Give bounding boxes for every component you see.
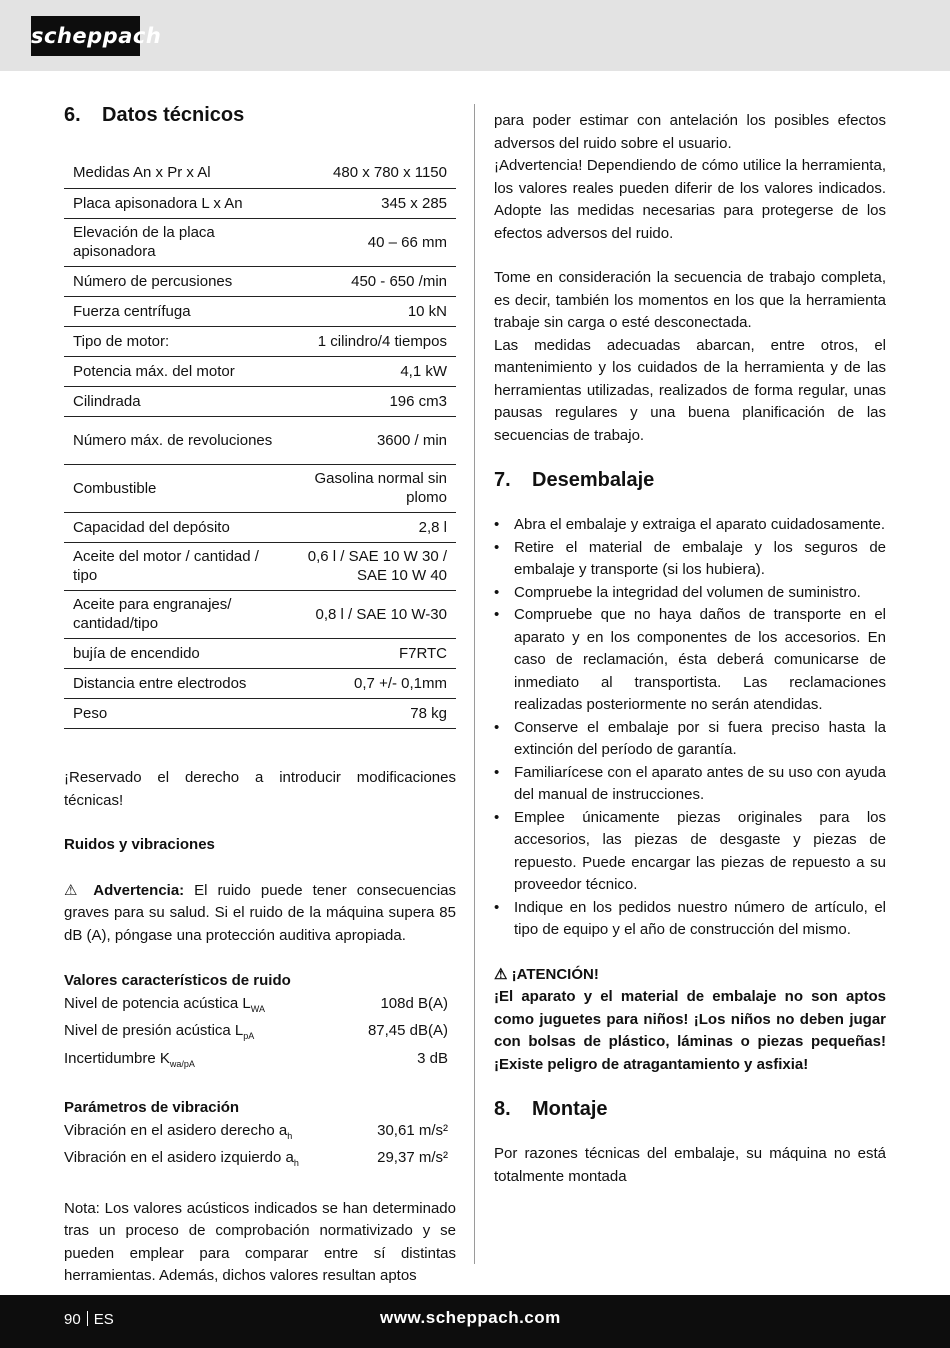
spec-label: Aceite para engranajes/ cantidad/tipo [64, 590, 287, 638]
noise-sub: WA [250, 1003, 265, 1014]
spec-row [64, 638, 456, 668]
section-7-heading [494, 469, 886, 492]
left-column [64, 104, 456, 127]
column-divider [474, 104, 475, 1264]
attention-label: ¡ATENCIÓN! [511, 965, 599, 983]
noise-warning [64, 880, 456, 948]
spec-value: 10 kN [287, 296, 456, 326]
spec-row [64, 188, 456, 218]
right-column [494, 110, 886, 1188]
spec-label: Elevación de la placa apisonadora [64, 218, 287, 266]
spec-row [64, 356, 456, 386]
spec-label: Combustible [64, 464, 287, 512]
warning-label: Advertencia: [93, 881, 185, 899]
list-item: • Compruebe que no haya daños de transporte en el aparato y en los componentes de los accesorios. En caso de reclamación, ésta deberá comunicarse de inmediato al transportista. Las reclamaciones realizadas posteriormente no serán atendidas. [494, 604, 886, 717]
heading-text: Datos técnicos [102, 104, 245, 126]
spec-label: Aceite del motor / cantidad / tipo [64, 542, 287, 590]
spec-value: 40 – 66 mm [287, 218, 456, 266]
spec-value: 196 cm3 [287, 386, 456, 416]
noise-value: 108d B(A) [380, 994, 448, 1012]
list-item: • Emplee únicamente piezas originales para los accesorios, las piezas de desgaste y piezas de repuesto. Puede encargar las piezas de repuesto a su proveedor técnico. [494, 807, 886, 897]
vibration-row [64, 1120, 456, 1148]
spec-value: Gasolina normal sin plomo [287, 464, 456, 512]
noise-row [64, 1020, 456, 1048]
warning-icon: ⚠ [494, 965, 508, 983]
spec-value: 0,7 +/- 0,1mm [287, 668, 456, 698]
noise-values-heading: Valores característicos de ruido [64, 972, 291, 989]
noise-value: 3 dB [417, 1049, 448, 1067]
spec-value: 450 - 650 /min [287, 266, 456, 296]
left-column-text [64, 767, 456, 1288]
spec-label: Distancia entre electrodos [64, 668, 287, 698]
vibration-sub: h [293, 1158, 299, 1168]
spec-row [64, 668, 456, 698]
spec-row [64, 266, 456, 296]
attention-text: ¡El aparato y el material de embalaje no son aptos como juguetes para niños! ¡Los niños no deben jugar con bolsas de plástico, láminas o piezas pequeñas! ¡Existe peligro de atragantamiento y asfixia! [494, 988, 886, 1073]
spec-label: Capacidad del depósito [64, 512, 287, 542]
measures-note: Las medidas adecuadas abarcan, entre otros, el mantenimiento y los cuidados de la herramienta y de las herramientas utilizadas, realizados de forma regular, unas pausas regulares y una buena planificación de las secuencias de trabajo. [494, 336, 886, 444]
spec-row [64, 464, 456, 512]
spec-row [64, 296, 456, 326]
spec-label: Potencia máx. del motor [64, 356, 287, 386]
noise-label: Incertidumbre K [64, 1049, 170, 1067]
noise-values [64, 993, 456, 1076]
spec-value: 78 kg [287, 698, 456, 728]
footer-separator [87, 1311, 88, 1326]
spec-row [64, 158, 456, 188]
noise-row [64, 993, 456, 1021]
footer-bar [0, 1295, 950, 1348]
vibration-values [64, 1120, 456, 1175]
noise-advertencia: ¡Advertencia! Dependiendo de cómo utilice la herramienta, los valores reales pueden diferir de los valores indicados. Adopte las medidas necesarias para protegerse de los efectos adversos del ruido. [494, 157, 886, 242]
warning-icon: ⚠ [64, 881, 84, 899]
spec-label: Tipo de motor: [64, 326, 287, 356]
spec-label: Número de percusiones [64, 266, 287, 296]
attention-heading [494, 964, 886, 987]
list-item: • Familiarícese con el aparato antes de su uso con ayuda del manual de instrucciones. [494, 762, 886, 807]
spec-value: 480 x 780 x 1150 [287, 158, 456, 188]
heading-text: Montaje [532, 1098, 608, 1120]
spec-value: 2,8 l [287, 512, 456, 542]
page-info [64, 1311, 114, 1328]
vibration-label: Vibración en el asidero izquierdo a [64, 1149, 294, 1166]
spec-row [64, 698, 456, 728]
brand-logo: scheppach [31, 16, 140, 56]
heading-number: 7. [494, 469, 511, 491]
noise-sub: pA [243, 1031, 255, 1041]
assembly-note: Por razones técnicas del embalaje, su máquina no está totalmente montada [494, 1145, 886, 1185]
spec-label: Fuerza centrífuga [64, 296, 287, 326]
spec-value: 0,8 l / SAE 10 W-30 [287, 590, 456, 638]
spec-value: 0,6 l / SAE 10 W 30 / SAE 10 W 40 [287, 542, 456, 590]
spec-row [64, 326, 456, 356]
warning-text: El ruido puede tener consecuencias graves para su salud. Si el ruido de la máquina supera 85 dB (A), póngase una protección auditiva apropiada. [64, 881, 456, 944]
heading-number: 8. [494, 1098, 511, 1120]
section-6-heading [64, 104, 456, 127]
spec-value: 345 x 285 [287, 188, 456, 218]
spec-label: Peso [64, 698, 287, 728]
spec-row [64, 512, 456, 542]
spec-label: Cilindrada [64, 386, 287, 416]
noise-row [64, 1048, 456, 1076]
vibration-value: 29,37 m/s² [377, 1149, 448, 1166]
spec-row [64, 416, 456, 464]
spec-label: Medidas An x Pr x Al [64, 158, 287, 188]
list-item: • Abra el embalaje y extraiga el aparato cuidadosamente. [494, 514, 886, 537]
spec-row [64, 386, 456, 416]
spec-value: 3600 / min [287, 416, 456, 464]
vibration-sub: h [287, 1130, 293, 1141]
spec-value: 1 cilindro/4 tiempos [287, 326, 456, 356]
spec-label: Número máx. de revoluciones [64, 416, 287, 464]
reserved-note: ¡Reservado el derecho a introducir modificaciones técnicas! [64, 769, 456, 809]
acoustic-note: Nota: Los valores acústicos indicados se han determinado tras un proceso de comprobación normativizado y se pueden emplear para comparar entre sí distintas herramientas. Además, dichos valores resultan aptos [64, 1199, 456, 1284]
list-item: • Conserve el embalaje por si fuera preciso hasta la extinción del período de garantía. [494, 717, 886, 762]
spec-row [64, 590, 456, 638]
list-item: • Retire el material de embalaje y los seguros de embalaje y transporte (si los hubiera). [494, 537, 886, 582]
vibration-heading: Parámetros de vibración [64, 1099, 240, 1116]
heading-text: Desembalaje [532, 469, 655, 491]
spec-row [64, 218, 456, 266]
vibration-row [64, 1147, 456, 1175]
noise-value: 87,45 dB(A) [367, 1022, 448, 1039]
spec-value: F7RTC [287, 638, 456, 668]
header-bar [0, 0, 950, 71]
spec-label: Placa apisonadora L x An [64, 188, 287, 218]
language-code: ES [93, 1311, 114, 1328]
spec-row [64, 542, 456, 590]
noise-continuation: para poder estimar con antelación los posibles efectos adversos del ruido sobre el usuario. [494, 112, 886, 152]
vibration-label: Vibración en el asidero derecho a [64, 1121, 288, 1139]
heading-number: 6. [64, 104, 81, 126]
spec-label: bujía de encendido [64, 638, 287, 668]
spec-value: 4,1 kW [287, 356, 456, 386]
work-sequence-note: Tome en consideración la secuencia de trabajo completa, es decir, también los momentos en los que la herramienta trabaje sin carga o esté desconectada. [494, 269, 886, 331]
list-item: • Indique en los pedidos nuestro número de artículo, el tipo de equipo y el año de construcción del mismo. [494, 897, 886, 942]
page-number: 90 [64, 1311, 81, 1328]
noise-heading: Ruidos y vibraciones [64, 836, 215, 853]
list-item: • Compruebe la integridad del volumen de suministro. [494, 582, 886, 605]
website-url: www.scheppach.com [380, 1308, 561, 1327]
unpacking-list [494, 514, 886, 942]
tech-specs-table [64, 158, 456, 729]
vibration-value: 30,61 m/s² [377, 1121, 448, 1139]
noise-label: Nivel de potencia acústica L [64, 994, 251, 1012]
noise-sub: wa/pA [169, 1058, 195, 1069]
noise-label: Nivel de presión acústica L [64, 1022, 244, 1039]
section-8-heading [494, 1098, 886, 1121]
